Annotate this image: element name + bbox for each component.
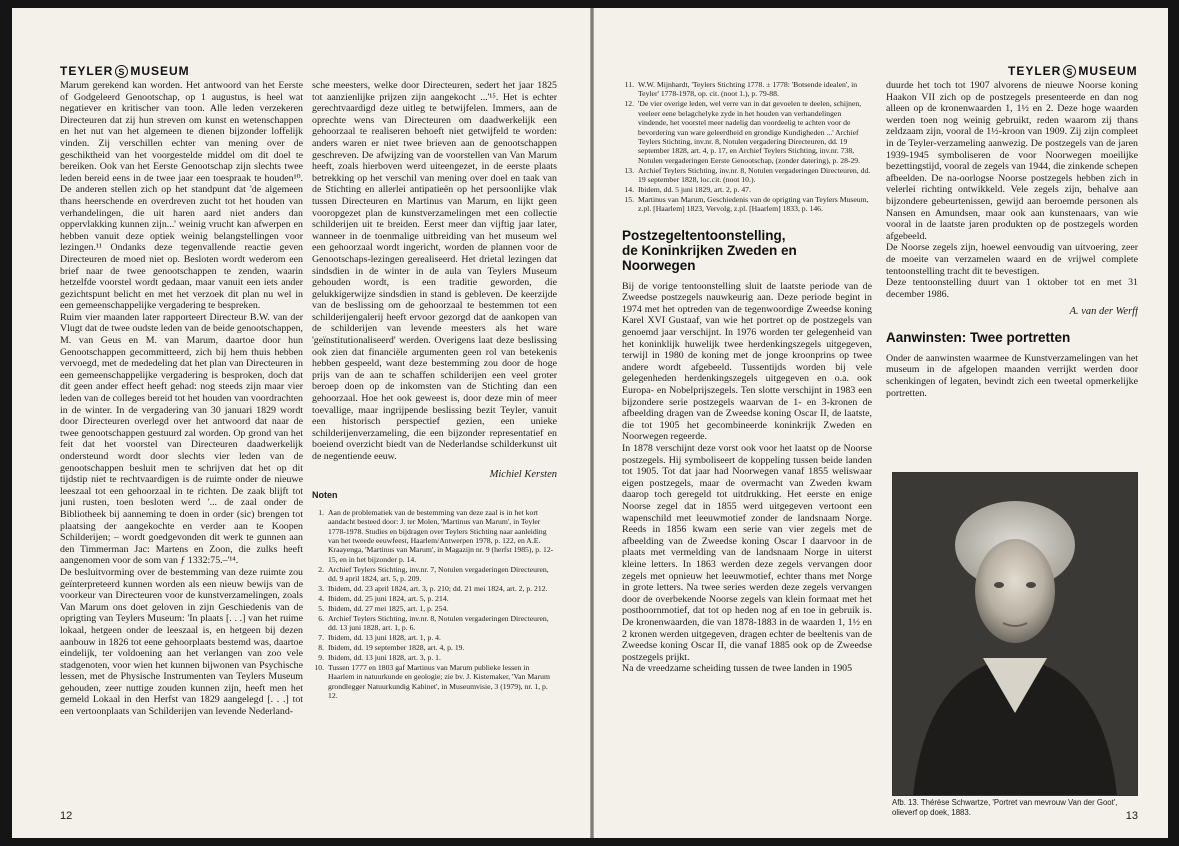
body-paragraph: sche meesters, welke door Directeuren, sedert het jaar 1825 tot aanzienlijke prijzen zijn aangekocht ...'¹⁵. Het is echter gerechtvaardigd deze uitleg te betwijfelen. Immers, aan de oprechte wens van Directeuren om daadwerkelijk een gehoorzaal te realiseren behoeft niet getwijfeld te worden: anders waren er niet twee brieven aan de genootschappen geschreven. De afwijzing van de voorstellen van Van Marum heeft, zoals hierboven werd uiteengezet, in de eerste plaats betrekking op het verschil van mening over doel en taak van de Stichting en allerlei antipatieën op het persoonlijke vlak tussen Directeuren en Martinus van Marum, en lijkt geen vooropgezet plan de kunstverzamelingen met een collectie schilderijen uit te breiden. Eerst meer dan vijftig jaar later, wanneer in de toenmalige uitbreiding van het museum wel een gehoorzaal wordt ingericht, worden de plannen voor de Genootschaps-lezingen gerealiseerd. Het drietal lezingen dat sindsdien in de winter in de aula van Teylers Museum gehouden wordt, is een traditie geworden, die gelukkigerwijze sindsdien in stand is gebleven. De keerzijde van de beslissing om de gehoorzaal te bestemmen tot een schilderijengalerij heeft ervoor gezorgd dat de aankopen van de schilderijen van levende meesters als het ware 'geïnstitutionaliseerd' werden. Overigens laat deze beslissing ook zien dat financiële argumenten geen rol van betekenis hebben gespeeld, want deze bestemming zou door de hoge prijs van de aan te schaffen schilderijen een veel groter beroep doen op de inkomsten van de Stichting dan een gehoorzaal. Hoe het ook geweest is, door deze min of meer toevallige, maar ingrijpende beslissing bezit Teyler, vanuit een historisch perspectief gezien, een unieke schilderijenverzameling, die een bijzonder representatief en boeiend overzicht biedt van de Nederlandse schilderkunst uit de negentiende eeuw. [312,80,557,462]
note-number: 13. [624,165,634,175]
note-item [312,604,557,613]
note-item [312,594,557,603]
body-paragraph: Ruim vier maanden later rapporteert Directeur B.W. van der Vlugt dat de twee oudste leden van de beide genootschappen, M. van Geus en M. van Marum, daartoe door hun Genootschappen gecommitteerd, zich bij hem thuis hebben vervoegd, met de mededeling dat het plan van Directeuren in een gemeenschappelijke vergadering is besproken, doch dat dit geen ander effect heeft gehad: nog steeds zijn maar vier leden van de colleges bereid tot het houden van voordrachten in de winter. In de vergadering van 30 januari 1829 wordt door Directeuren overlegd over het antwoord dat naar de twee genootschappen gestuurd zal worden. Op grond van het feit dat het voorstel van Directeuren daadwerkelijk ondersteund wordt door slechts vier leden van de genootschappen besluit men te schrijven dat het op dit tijdstip niet te rechtvaardigen is de ruimte onder de nieuwe leeszaal tot een gehoorzaal in te richten. De zaak blijft tot juni rusten, toen besloten werd '... de zaal onder de Bibliotheek bij aanneming te doen in order (sic) brengen tot plaatsing der aangekochte en verder aan te Koopen Schilderijen; – wordt goedgevonden dit werk te gunnen aan den Timmerman Jac: Martens en Zoon, die zulks heeft aangenomen voor de som van ƒ 1332:75.–'¹⁴. [60,311,303,567]
note-text: Ibidem, dd. 19 september 1828, art. 4, p. 19. [328,642,465,652]
note-item [622,195,872,214]
acquisitions-text: Onder de aanwinsten waarmee de Kunstverzamelingen van het museum in de afgelopen maanden verrijkt werden door schenkingen of legaten, bevindt zich een tweetal opmerkelijke portretten. [886,352,1138,399]
note-item [312,565,557,584]
acquisitions-heading: Aanwinsten: Twee portretten [886,329,1071,345]
note-item [312,663,557,701]
masthead-brand-left: TEYLER [1008,64,1062,78]
body-paragraph: De besluitvorming over de bestemming van deze ruimte zou geïnterpreteerd kunnen worden als een nieuw bewijs van de voorkeur van Directeuren voor de kunstverzamelingen, zoals Van Marum ons doet geloven in zijn Geschiedenis van de oprigting van Teylers Museum: 'In plaats [. . .] van het ruime lokaal, hetgeen onder de leeszaal is, en hetgeen bij dezen aanbouw in 1826 tot eene gehoorplaats bestemd was, daartoe eindelijk, ter voldoening aan het verlangen van zoo vele stadgenoten, voor wien het kunnen bijwonen van Psychische lessen, met de Physische Instrumenten van Teylers Museum gehouden, zeer nuttige zouden kunnen zijn, heeft men het gemeld Lokaal in den Herfst van 1829 aangelegd [. . .] tot een vertoonplaats van Schilderijen van levende Nederland- [60,566,303,718]
stamp-exhibition-text-1 [622,281,872,675]
note-item [622,185,872,194]
note-text: Tussen 1777 en 1803 gaf Martinus van Marum publieke lessen in Haarlem in natuurkunde en geologie; zie bv. J. Kistemaker, 'Van Marum grondlegger Natuurkundig Kabinet', in Museumvisie, 3 (1979), nr. 1, p. 12. [328,662,550,700]
note-text: W.W. Mijnhardt, 'Teylers Stichting 1778. ± 1778: 'Botsende idealen', in Teyler' 1778-1978, op. cit. (noot 1.), p. 79-88. [638,80,858,99]
note-number: 12. [624,99,634,109]
notes-heading: Noten [312,490,338,501]
body-paragraph: duurde het toch tot 1907 alvorens de nieuwe Noorse koning Haakon VII zich op de postzegels presenteerde en dan nog alleen op de kronenwaarden 1, 1½ en 2. Deze hoge waarden werden toen nog weinig gebruikt, reden waarom zij thans zeldzaam zijn, vooral de 1½-kroon van 1909. Zij zijn compleet in de Teyler-verzameling aanwezig. De postzegels van de jaren 1939-1945 symboliseren de voor Noorwegen moeilijke bezettingstijd, vooral de zegels van 1944, die zinkende schepen afbeelden. De na-oorlogse Noorse postzegels hebben zich in velerlei richting ontwikkeld. Vele zegels zijn, behalve aan bijzondere gebeurtenissen, gewijd aan beroemde personen als Nansen en Amundsen, maar ook aan kunstenaars, van wie vooral in de laatste jaren produkten op de postzegels worden afgebeeld. [886,80,1138,242]
note-number: 5. [318,603,324,613]
page-number-right: 13 [1125,810,1138,822]
note-text: Ibidem, dd. 23 april 1824, art. 3, p. 210; dd. 21 mei 1824, art. 2, p. 212. [328,584,548,594]
note-text: Ibidem, dd. 13 juni 1828, art. 3, p. 1. [328,652,441,662]
figure-caption [892,798,1142,817]
note-item [312,653,557,662]
figure-caption-line-1: Afb. 13. Thérèse Schwartze, 'Portret van mevrouw Van der Goot', [892,798,1118,807]
masthead-brand-right: MUSEUM [130,64,190,78]
body-paragraph: Bij de vorige tentoonstelling sluit de laatste periode van de Zweedse postzegels nauwkeurig aan. Deze periode begint in 1974 met het optreden van de tegenwoordige Zweedse koning Karel XVI Gustaaf, van wie het portret op de postzegels van genoemd jaar verschijnt. In 1976 worden ter gelegenheid van het koninklijk huwelijk twee herdenkingszegels uitgegeven, terwijl in 1980 de koning met de jonge kroonprins op twee andere wordt afgebeeld. Tussentijds worden bij vele gelegenheden herdenkingszegels uitgegeven en o.a. ook Europa- en Nobelprijszegels. Ten slotte verschijnt in 1983 een bijzondere serie postzegels waarvan de 1- en 3-kronen de afbeelding dragen van de Zweedse koning Oscar II, de laatste, die tot 1905 het gecombineerde koninkrijk Zweden en Noorwegen regeerde. [622,280,872,443]
notes-list-continued [622,80,872,214]
note-text: Ibidem, dd. 5 juni 1829, art. 2, p. 47. [638,184,751,194]
notes-list [312,508,557,701]
left-column-2-text [312,80,557,463]
body-paragraph: Na de vreedzame scheiding tussen de twee landen in 1905 [622,663,853,675]
note-text: Archief Teylers Stichting, inv.nr. 8, Notulen vergaderingen Directeuren, dd. 19 september 1828, loc.cit. (noot 10.). [638,165,871,185]
left-column-2 [312,80,557,782]
note-item [622,166,872,185]
note-number: 14. [624,184,634,194]
note-number: 8. [318,642,324,652]
note-item [312,584,557,593]
note-number: 3. [318,584,324,594]
note-item [312,633,557,642]
note-number: 4. [318,593,324,603]
note-text: 'De vier overige leden, wel verre van in dat gevoelen te deelen, schijnen, veeleer eene belagchelyke zyde in het houden van verhandelingen vindende, het voorstel meer nadelig dan voordeelig te achten voor de bevordering van ware geleerdheid en grondige Kundigheden ...' Archief Teylers Stichting, inv.nr. 8, Notulen vergadering Directeuren, dd. 19 september 1828, art. 4, p. 17, en Archief Teylers Stichting, inv.nr. 738, Notulen vergaderingen Eerste Genootschap, (zonder datering), p. 28-29. [638,99,862,165]
teyler-logo-icon: S [1063,65,1076,78]
note-text: Ibidem, dd. 25 juni 1824, art. 5, p. 214. [328,593,449,603]
note-text: Aan de problematiek van de bestemming van deze zaal is in het kort aandacht besteed door: J. ter Molen, 'Martinus van Marum', in Teyler 1778-1978. Studies en bijdragen over Teylers Stichting naar aanleiding van het tweede eeuwfeest, Haarlem/Antwerpen 1978, p. 122, en A.E. Kraayenga, 'Martinus van Marum', in Magazijn nr. 9 (herfst 1985), p. 12-15, en in het bijzonder p. 14. [328,507,554,564]
author-signature: Michiel Kersten [489,468,557,480]
figure-caption-line-2: olieverf op doek, 1883. [892,807,971,817]
note-text: Archief Teylers Stichting, inv.nr. 7, Notulen vergaderingen Directeuren, dd. 9 april 1824, art. 5, p. 209. [328,564,549,584]
stamp-exhibition-text-2 [886,80,1138,300]
stamp-exhibition-heading-line-2: de Koninkrijken Zweden en Noorwegen [622,242,797,273]
note-item [622,99,872,165]
note-text: Ibidem, dd. 13 juni 1828, art. 1, p. 4. [328,633,441,643]
right-page [594,8,1168,838]
note-item [622,80,872,99]
right-column-1 [622,80,872,792]
portrait-image [892,472,1138,796]
note-number: 2. [318,564,324,574]
left-column-1 [60,80,303,782]
masthead-brand-right: MUSEUM [1078,64,1138,78]
note-number: 7. [318,633,324,643]
body-paragraph: In 1878 verschijnt deze vorst ook voor het laatst op de Noorse postzegels. Hij symboliseert de koppeling tussen beide landen tot 1905. Tot dat jaar had Noorwegen vanaf 1855 weliswaar eigen postzegels, maar de overmacht van Zweden kwam daarop toch geregeld tot uitdrukking. Het eerste en enige Noorse zegel dat in 1855 werd uitgegeven vertoont een wapenschild met leeuwmotief zonder de landsnaam Norge. Reeds in 1856 kwam een serie van vier zegels met de afbeelding van de Zweedse koning Oscar I daarvoor in de plaats met vermelding van de landsnaam Norge in uiterst kleine letters. In 1863 werden deze zegels vervangen door zegels met opnieuw het leeuwmotief, echter thans met Norge in grote letters. Na twee series werden deze zegels vervangen door de overbekende Noorse zegels van klein formaat met het posthoornmotief, dat tot op heden nog af en toe in gebruik is. De kronenwaarden, die van 1878-1883 in de waarden 1, 1½ en 2 kronen werden uitgegeven, dragen echter de beeltenis van de Zweedse koning Oscar II, die vanaf 1885 ook op de Zweedse postzegels prijkt. [622,443,872,663]
page-number-left: 12 [60,810,73,822]
note-number: 15. [624,194,634,204]
body-paragraph: Marum gerekend kan worden. Het antwoord van het Eerste of Godgeleerd Genootschap, op 1 augustus, is heel wat negatiever en kritischer van toon. Alle leden verzekeren Directeuren dat zij hun streven om kunst en wetenschappen en het nut van het algemeen te dienen bijzonder loffelijk vinden. Zij verschillen echter van mening over de geschiktheid van het voorgestelde middel om dit doel te bereiken. Ook van het Eerste Genootschap zijn slechts twee leden bereid eens in de twee jaar een toespraak te houden¹⁰. De anderen stellen zich op het standpunt dat 'de algemeen thans heerschende en overdreven zucht tot het houden van verhandelingen, die uit haren aard niet anders dan oppervlakking kunnen zijn...' weinig vrucht kan afwerpen en hebben vanuit deze optiek weinig belangstellingen voor lezingen.¹¹ Ondanks deze tegenvallende reactie geven Directeuren de moed niet op. Besloten wordt wederom een brief naar de twee genootschappen te zenden, waarin hetzelfde voorstel wordt gedaan, maar vanuit een iets ander gezichtspunt belicht en met het verzoek dit plan nu wel in een gemeenschappelijke vergadering te bespreken. [60,80,303,312]
body-paragraph: De Noorse zegels zijn, hoewel eenvoudig van uitvoering, zeer de moeite van verzamelen waard en de vrijwel complete tentoonstelling tracht dit te bevestigen. [886,242,1138,277]
note-text: Ibidem, dd. 27 mei 1825, art. 1, p. 254. [328,603,449,613]
masthead-right [1008,64,1138,78]
note-number: 11. [624,80,634,89]
author-signature: A. van der Werff [1069,306,1138,318]
note-number: 6. [318,613,324,623]
portrait-illustration [893,473,1137,795]
note-number: 10. [314,662,324,672]
teyler-logo-icon: S [115,65,128,78]
left-page [12,8,590,838]
note-item [312,614,557,633]
note-text: Martinus van Marum, Geschiedenis van de oprigting van Teylers Museum, z.pl. [Haarlem] 1823, Vervolg, z.pl. [Haarlem] 1833, p. 146. [638,194,869,214]
note-number: 9. [318,652,324,662]
masthead-brand-left: TEYLER [60,64,114,78]
note-number: 1. [318,507,324,517]
masthead-left [60,64,190,78]
body-paragraph: Deze tentoonstelling duurt van 1 oktober tot en met 31 december 1986. [886,277,1138,300]
note-item [312,508,557,564]
right-column-2 [886,80,1138,470]
note-text: Archief Teylers Stichting, inv.nr. 8, Notulen vergaderingen Directeuren, dd. 13 juni 1828, art. 1, p. 6. [328,613,549,633]
stamp-exhibition-heading [622,228,872,273]
note-item [312,643,557,652]
stamp-exhibition-heading-line-1: Postzegeltentoonstelling, [622,227,786,243]
